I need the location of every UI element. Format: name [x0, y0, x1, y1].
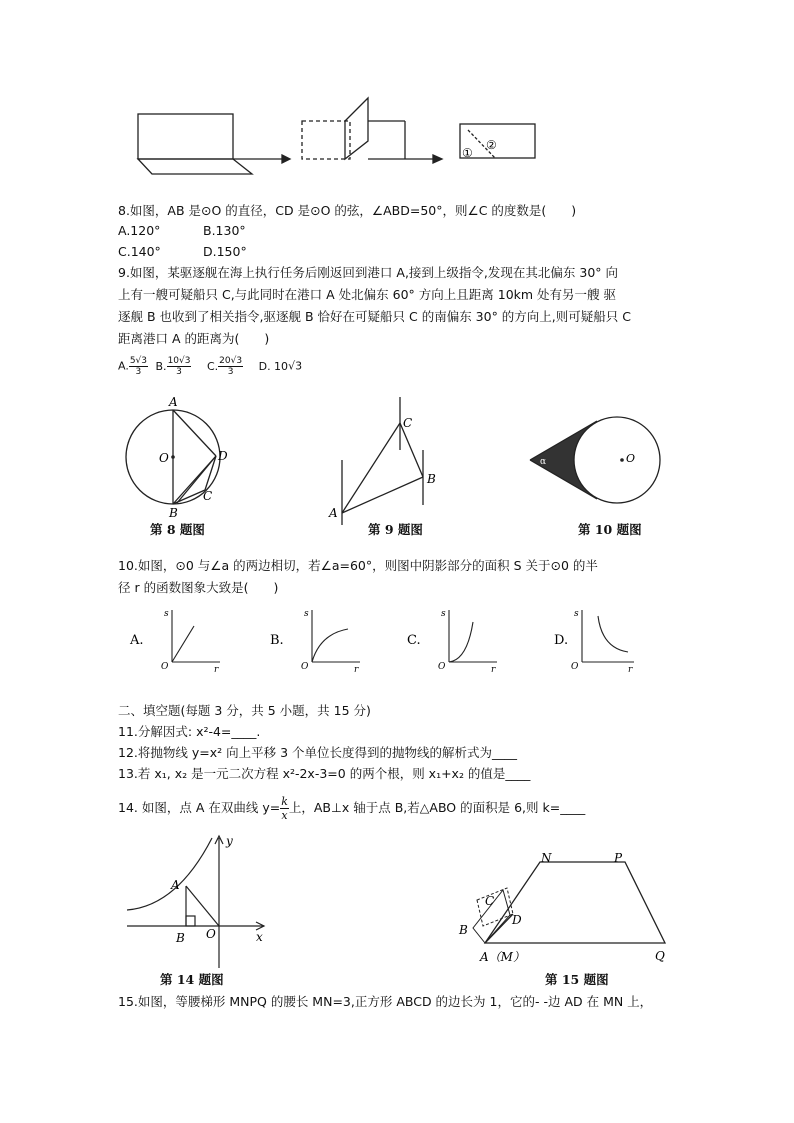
section-2-title: 二、填空题(每题 3 分，共 5 小题，共 15 分) — [118, 703, 371, 718]
figure-8-circle — [115, 395, 235, 540]
figure-10-tangent-circle — [520, 405, 670, 515]
figure-14-hyperbola — [122, 828, 272, 973]
q10-graph-a — [128, 604, 228, 676]
q10-line-2: 径 r 的函数图象大致是( ) — [118, 580, 279, 595]
q14-fraction: $\frac{k}{x}$ — [281, 795, 288, 822]
q8-stem: 8.如图，AB 是⊙O 的直径，CD 是⊙O 的弦，∠ABD=50°，则∠C 的度数是( ) — [118, 203, 577, 218]
q8-option-b: B.130° — [203, 223, 246, 238]
figure-10-caption: 第 10 题图 — [578, 522, 642, 537]
figure-15-trapezoid — [455, 848, 680, 968]
fig14-label-y: y — [226, 834, 233, 848]
fig15-label-d: D — [512, 913, 522, 927]
q8-option-c: C.140° — [118, 244, 161, 259]
q8-option-d: D.150° — [203, 244, 247, 259]
fig9-label-b: B — [427, 472, 436, 486]
q9-option-b-fraction: $\frac{10√3}{3}$ — [167, 356, 191, 377]
fig14-label-x: x — [256, 930, 263, 944]
q10-graph-b-r: r — [354, 665, 359, 675]
fig9-label-a: A — [329, 506, 338, 520]
fig8-label-a: A — [169, 395, 178, 409]
fig15-label-n: N — [541, 851, 552, 865]
q10-graph-d-option: D. — [554, 633, 569, 648]
q10-graph-a-r: r — [214, 665, 219, 675]
q9-option-a-fraction: $\frac{5√3}{3}$ — [129, 356, 148, 377]
q10-graph-b-option: B. — [270, 633, 284, 648]
q9-line-2: 上有一艘可疑船只 C,与此同时在港口 A 处北偏东 60° 方向上且距离 10km 处有另一艘 驱 — [118, 287, 617, 302]
q10-graph-a-origin: O — [161, 662, 169, 672]
fig8-label-c: C — [203, 489, 213, 503]
q9-option-d-radical: √3 — [288, 359, 303, 373]
fig10-label-o: O — [626, 452, 636, 465]
fig14-label-b: B — [176, 931, 185, 945]
q11-text: 11.分解因式: x²-4=____. — [118, 724, 261, 739]
fig15-label-p: P — [614, 851, 623, 865]
q10-line-1: 10.如图，⊙0 与∠a 的两边相切，若∠a=60°，则图中阴影部分的面积 S 关于⊙0 的半 — [118, 558, 598, 573]
fold-label-1: ① — [462, 146, 473, 160]
q9-line-4: 距离港口 A 的距离为( ) — [118, 331, 270, 346]
q9-options — [118, 356, 302, 377]
q9-option-c-label: C. — [206, 359, 219, 373]
q9-line-3: 逐舰 B 也收到了相关指令,驱逐舰 B 恰好在可疑船只 C 的南偏东 30° 的方向上,则可疑船只 C — [118, 309, 631, 324]
fig14-label-o: O — [206, 927, 216, 941]
q9-option-c-fraction: $\frac{20√3}{3}$ — [219, 356, 243, 377]
figure-15-caption: 第 15 题图 — [545, 972, 609, 987]
figure-9-bearing — [320, 395, 450, 530]
fig8-label-d: D — [218, 449, 228, 463]
fig15-label-c: C — [485, 894, 495, 908]
q14-text — [118, 795, 585, 822]
q10-graph-d-r: r — [628, 665, 633, 675]
fig8-label-b: B — [169, 506, 178, 520]
q15-text: 15.如图，等腰梯形 MNPQ 的腰长 MN=3,正方形 ABCD 的边长为 1，它的- -边 AD 在 MN 上， — [118, 994, 653, 1009]
q8-option-a: A.120° — [118, 223, 161, 238]
fig15-label-b: B — [459, 923, 468, 937]
q10-graph-b-origin: O — [301, 662, 309, 672]
q10-graph-c-option: C. — [407, 633, 421, 648]
fig14-label-a: A — [171, 878, 180, 892]
q9-option-a-label: A. — [118, 359, 129, 373]
q10-graph-d-origin: O — [571, 662, 579, 672]
fig8-label-o: O — [159, 451, 169, 465]
q12-text: 12.将抛物线 y=x² 向上平移 3 个单位长度得到的抛物线的解析式为____ — [118, 745, 518, 760]
q9-option-d-label: D. 10 — [258, 359, 289, 373]
q10-graph-c-s: s — [441, 609, 446, 619]
q9-option-b-label: B. — [155, 359, 167, 373]
q14-prefix: 14. 如图，点 A 在双曲线 y= — [118, 800, 281, 815]
figure-8-caption: 第 8 题图 — [150, 522, 205, 537]
fig15-label-am: A（M） — [480, 950, 525, 964]
fold-label-2: ② — [486, 138, 497, 152]
q10-graph-a-option: A. — [130, 633, 144, 648]
figure-14-caption: 第 14 题图 — [160, 972, 224, 987]
q10-graph-b — [268, 604, 368, 676]
q10-graph-c-r: r — [491, 665, 496, 675]
q10-graph-d-s: s — [574, 609, 579, 619]
q14-suffix: 上，AB⊥x 轴于点 B,若△ABO 的面积是 6,则 k=____ — [288, 800, 586, 815]
fig15-label-q: Q — [655, 949, 665, 963]
q10-graph-a-s: s — [164, 609, 169, 619]
q13-text: 13.若 x₁, x₂ 是一元二次方程 x²-2x-3=0 的两个根，则 x₁+x₂ 的值是____ — [118, 766, 531, 781]
fig9-label-c: C — [403, 416, 413, 430]
figure-9-caption: 第 9 题图 — [368, 522, 423, 537]
fig10-label-alpha: α — [540, 457, 547, 467]
q10-graph-d — [552, 604, 652, 676]
q10-graph-b-s: s — [304, 609, 309, 619]
paper-folding-figure — [130, 96, 550, 196]
q10-graph-c-origin: O — [438, 662, 446, 672]
q9-line-1: 9.如图，某驱逐舰在海上执行任务后刚返回到港口 A,接到上级指令,发现在其北偏东 30° 向 — [118, 265, 619, 280]
q10-graph-c — [405, 604, 505, 676]
